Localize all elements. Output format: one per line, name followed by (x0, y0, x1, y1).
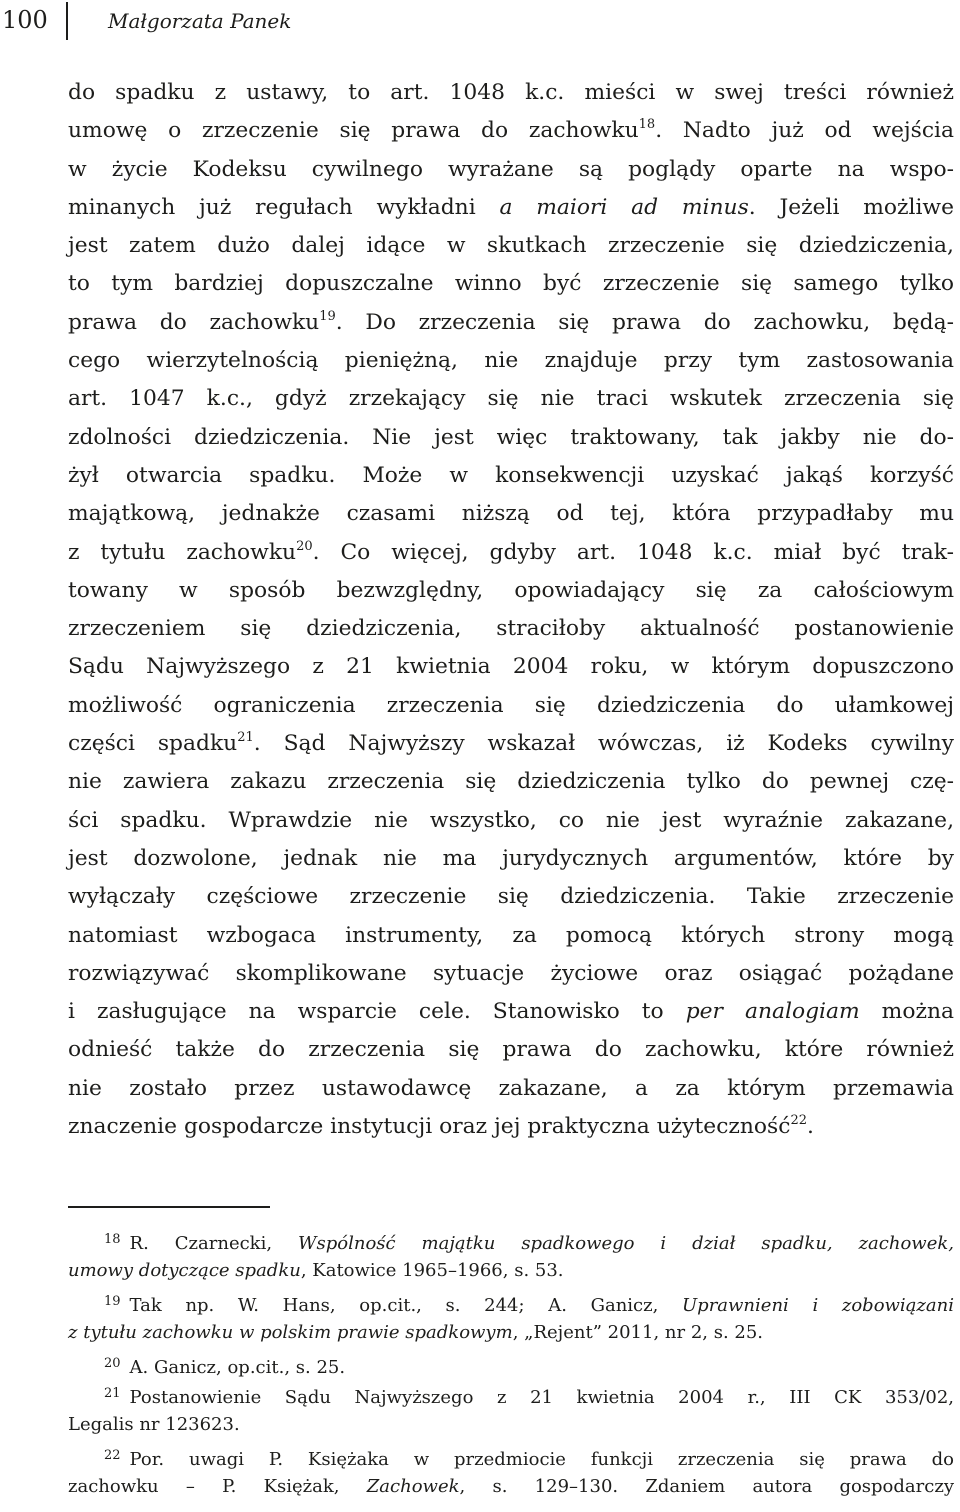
footnote-ref: 21 (237, 730, 254, 746)
text-line: to tym bardziej dopuszczalne winno być zrzeczenie się samego tylko (68, 271, 954, 297)
footnote-ref: 20 (296, 538, 313, 554)
latin-phrase: per analogiam (685, 999, 860, 1025)
text-line: jest dozwolone, jednak nie ma jurydycznych argumentów, które by (68, 845, 954, 871)
text-line: towany w sposób bezwzględny, opowiadający się za całościowym (68, 577, 954, 603)
text-line: wyłączały częściowe zrzeczenie się dziedziczenia. Takie zrzeczenie (68, 884, 954, 910)
footnotes (68, 1225, 954, 1503)
body-text (68, 74, 954, 1146)
text-line: natomiast wzbogaca instrumenty, za pomocą których strony mogą (68, 922, 954, 948)
footnote-19-cont: z tytułu zachowku w polskim prawie spadkowym, „Rejent” 2011, nr 2, s. 25. (68, 1321, 764, 1343)
text-line: minanych już regułach wykładni a maiori ad minus. Jeżeli możliwe (68, 194, 954, 220)
running-head-author: Małgorzata Panek (108, 9, 292, 33)
footnote-21: $^{21}$ Postanowienie Sądu Najwyższego z 21 kwietnia 2004 r., III CK 353/02, (104, 1386, 954, 1409)
text-line: znaczenie gospodarcze instytucji oraz jej praktyczna użyteczność$^{22}$. (68, 1113, 814, 1140)
text-line: odnieść także do zrzeczenia się prawa do zachowku, które również (68, 1037, 954, 1063)
text-line: zdolności dziedziczenia. Nie jest więc traktowany, tak jakby nie do- (68, 424, 954, 450)
text-line: Sądu Najwyższego z 21 kwietnia 2004 roku, w którym dopuszczono (68, 654, 954, 680)
text-line: i zasługujące na wsparcie cele. Stanowisko to per analogiam można (68, 999, 954, 1025)
text-line: zrzeczeniem się dziedziczenia, straciłoby aktualność postanowienie (68, 616, 954, 642)
footnote-separator (68, 1206, 270, 1208)
footnote-ref: 22 (790, 1113, 807, 1129)
text-line: części spadku$^{21}$. Sąd Najwyższy wskazał wówczas, iż Kodeks cywilny (68, 730, 954, 757)
footnote-number: 19 (104, 1293, 121, 1309)
text-line: rozwiązywać skomplikowane sytuacje życiowe oraz osiągać pożądane (68, 960, 954, 986)
text-line: cego wierzytelnością pieniężną, nie znajduje przy tym zastosowania (68, 348, 954, 374)
page-number: 100 (2, 6, 48, 34)
text-line: majątkową, jednakże czasami niższą od tej, która przypadłaby mu (68, 501, 954, 527)
text-line: ści spadku. Wprawdzie nie wszystko, co nie jest wyraźnie zakazane, (68, 807, 954, 833)
text-line: jest zatem dużo dalej idące w skutkach zrzeczenie się dziedziczenia, (68, 233, 954, 259)
footnote-22-cont: zachowku – P. Księżak, Zachowek, s. 129–130. Zdaniem autora gospodarczy (68, 1476, 954, 1498)
footnote-number: 18 (104, 1232, 121, 1247)
footnote-22: $^{22}$ Por. uwagi P. Księżaka w przedmiocie funkcji zrzeczenia się prawa do (104, 1448, 954, 1471)
text-line: umowę o zrzeczenie się prawa do zachowku$^{18}$. Nadto już od wejścia (68, 117, 955, 144)
latin-phrase: a maiori ad minus (499, 194, 749, 220)
text-line: nie zawiera zakazu zrzeczenia się dziedziczenia tylko do pewnej czę- (68, 769, 954, 795)
footnote-18: $^{18}$ R. Czarnecki, Wspólność majątku spadkowego i dział spadku, zachowek, (104, 1232, 954, 1254)
text-line: żył otwarcia spadku. Może w konsekwencji uzyskać jakąś korzyść (68, 462, 954, 488)
footnote-number: 22 (104, 1448, 121, 1464)
footnote-19: $^{19}$ Tak np. W. Hans, op.cit., s. 244; A. Ganicz, Uprawnieni i zobowiązani (104, 1293, 954, 1316)
text-line: nie zostało przez ustawodawcę zakazane, a za którym przemawia (68, 1075, 954, 1101)
header-divider (66, 2, 68, 40)
footnote-21-cont: Legalis nr 123623. (68, 1414, 240, 1436)
footnote-ref: 19 (319, 308, 336, 324)
footnote-number: 20 (104, 1355, 121, 1371)
footnote-ref: 18 (638, 117, 656, 133)
footnote-20: $^{20}$ A. Ganicz, op.cit., s. 25. (104, 1355, 346, 1378)
text-line: prawa do zachowku$^{19}$. Do zrzeczenia się prawa do zachowku, będą- (68, 308, 954, 335)
text-line: do spadku z ustawy, to art. 1048 k.c. mieści w swej treści również (68, 80, 954, 105)
text-line: art. 1047 k.c., gdyż zrzekający się nie traci wskutek zrzeczenia się (68, 386, 954, 412)
text-line: możliwość ograniczenia zrzeczenia się dziedziczenia do ułamkowej (68, 692, 954, 718)
running-header (0, 0, 960, 46)
text-line: z tytułu zachowku$^{20}$. Co więcej, gdyby art. 1048 k.c. miał być trak- (68, 538, 954, 565)
footnote-number: 21 (104, 1386, 121, 1402)
footnote-18-cont: umowy dotyczące spadku, Katowice 1965–1966, s. 53. (68, 1259, 564, 1281)
text-line: w życie Kodeksu cywilnego wyrażane są poglądy oparte na wspo- (68, 156, 954, 182)
